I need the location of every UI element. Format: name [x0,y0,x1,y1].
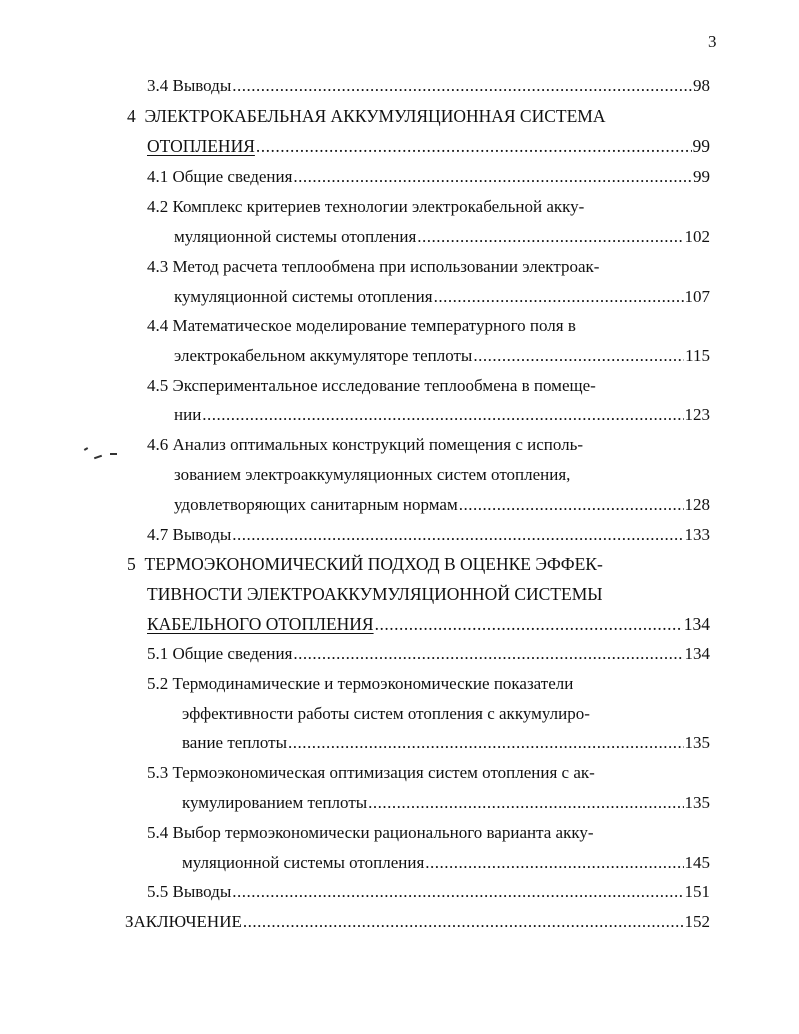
toc-entry-label: 3.4 Выводы [147,76,232,95]
toc-entry-4-4-line-1[interactable] [147,315,576,337]
toc-section-title: ОТОПЛЕНИЯ [147,136,255,156]
toc-entry-5-5[interactable] [147,881,710,903]
toc-page-number: 145 [684,853,710,872]
leader-dots [243,911,684,933]
toc-entry-3-4[interactable] [147,75,710,97]
toc-entry-label: кумуляционной системы отопления [174,287,433,306]
toc-section-title: ТИВНОСТИ ЭЛЕКТРОАККУМУЛЯЦИОННОЙ СИСТЕМЫ [147,584,603,604]
toc-entry-label: нии [174,405,202,424]
leader-dots [425,852,683,874]
leader-dots [473,345,684,367]
leader-dots [293,166,692,188]
toc-entry-label: электрокабельном аккумуляторе теплоты [174,346,473,365]
toc-section-number: 4 [127,106,136,126]
toc-entry-label: кумулированием теплоты [182,793,368,812]
leader-dots [256,135,692,157]
toc-entry-4-6-line-1[interactable] [147,434,583,456]
toc-entry-label: 4.5 Экспериментальное исследование теплообмена в помеще- [147,376,596,395]
toc-section-4-title-line-1[interactable] [127,105,606,127]
toc-entry-4-3-line-1[interactable] [147,256,599,278]
toc-entry-5-3-line-1[interactable] [147,762,595,784]
scan-speck [110,453,117,455]
toc-entry-4-5-line-1[interactable] [147,375,596,397]
scan-speck [94,455,102,460]
toc-entry-conclusion[interactable] [125,911,710,933]
toc-entry-label: муляционной системы отопления [182,853,425,872]
toc-entry-5-2-line-2[interactable] [182,703,590,725]
toc-page-number: 128 [684,495,710,514]
leader-dots [417,226,683,248]
toc-entry-label: эффективности работы систем отопления с аккумулиро- [182,704,590,723]
toc-page-number: 115 [685,346,710,365]
toc-section-4-title-line-2[interactable] [147,135,710,157]
leader-dots [232,881,683,903]
toc-section-title: ТЕРМОЭКОНОМИЧЕСКИЙ ПОДХОД В ОЦЕНКЕ ЭФФЕК- [144,554,603,574]
toc-page-number: 99 [693,167,710,186]
toc-entry-5-3-line-2[interactable] [182,792,710,814]
leader-dots [459,494,684,516]
toc-section-number: 5 [127,554,136,574]
leader-dots [368,792,683,814]
leader-dots [293,643,683,665]
toc-entry-4-2-line-2[interactable] [174,226,710,248]
toc-entry-label: 5.3 Термоэкономическая оптимизация систем отопления с ак- [147,763,595,782]
toc-entry-4-6-line-3[interactable] [174,494,710,516]
toc-entry-label: 5.2 Термодинамические и термоэкономические показатели [147,674,574,693]
toc-entry-5-1[interactable] [147,643,710,665]
toc-entry-label: 4.3 Метод расчета теплообмена при использовании электроак- [147,257,600,276]
page-number: 3 [708,32,717,51]
toc-entry-label: вание теплоты [182,733,288,752]
toc-entry-label: муляционной системы отопления [174,227,417,246]
toc-entry-4-6-line-2[interactable] [174,464,570,486]
toc-page-number: 151 [684,882,710,901]
toc-section-5-title-line-2[interactable] [147,583,603,605]
toc-page-number: 134 [684,644,710,663]
toc-section-title: КАБЕЛЬНОГО ОТОПЛЕНИЯ [147,614,374,634]
toc-page-number: 123 [684,405,710,424]
toc-entry-5-2-line-1[interactable] [147,673,573,695]
toc-entry-label: 4.1 Общие сведения [147,167,293,186]
toc-section-5-title-line-3[interactable] [147,613,710,635]
toc-entry-label: 5.4 Выбор термоэкономически рационального варианта акку- [147,823,594,842]
toc-entry-label: 5.5 Выводы [147,882,232,901]
toc-page-number: 99 [692,136,710,156]
toc-entry-label: 4.4 Математическое моделирование температурного поля в [147,316,576,335]
toc-entry-label: ЗАКЛЮЧЕНИЕ [125,912,242,931]
leader-dots [434,286,684,308]
toc-entry-4-2-line-1[interactable] [147,196,584,218]
toc-entry-4-3-line-2[interactable] [174,286,710,308]
toc-page-number: 152 [684,912,710,931]
leader-dots [375,613,683,635]
toc-entry-5-4-line-2[interactable] [182,852,710,874]
leader-dots [232,75,692,97]
toc-section-5-title-line-1[interactable] [127,553,603,575]
toc-entry-4-7[interactable] [147,524,710,546]
toc-entry-label: 5.1 Общие сведения [147,644,293,663]
toc-page-number: 102 [684,227,710,246]
toc-entry-label: 4.2 Комплекс критериев технологии электрокабельной акку- [147,197,585,216]
toc-page-number: 134 [683,614,710,634]
toc-entry-label: зованием электроаккумуляционных систем отопления, [174,465,571,484]
toc-entry-4-4-line-2[interactable] [174,345,710,367]
scan-speck [84,447,88,451]
toc-page-number: 98 [693,76,710,95]
toc-page-number: 107 [684,287,710,306]
toc-page-number: 135 [684,793,710,812]
toc-entry-5-4-line-1[interactable] [147,822,594,844]
toc-entry-label: 4.7 Выводы [147,525,232,544]
leader-dots [232,524,683,546]
toc-entry-label: удовлетворяющих санитарным нормам [174,495,458,514]
toc-page-number: 133 [684,525,710,544]
toc-entry-4-5-line-2[interactable] [174,404,710,426]
leader-dots [202,404,683,426]
toc-entry-label: 4.6 Анализ оптимальных конструкций помещения с исполь- [147,435,584,454]
toc-entry-5-2-line-3[interactable] [182,732,710,754]
toc-entry-4-1[interactable] [147,166,710,188]
leader-dots [288,732,683,754]
toc-section-title: ЭЛЕКТРОКАБЕЛЬНАЯ АККУМУЛЯЦИОННАЯ СИСТЕМА [144,106,606,126]
toc-page-number: 135 [684,733,710,752]
